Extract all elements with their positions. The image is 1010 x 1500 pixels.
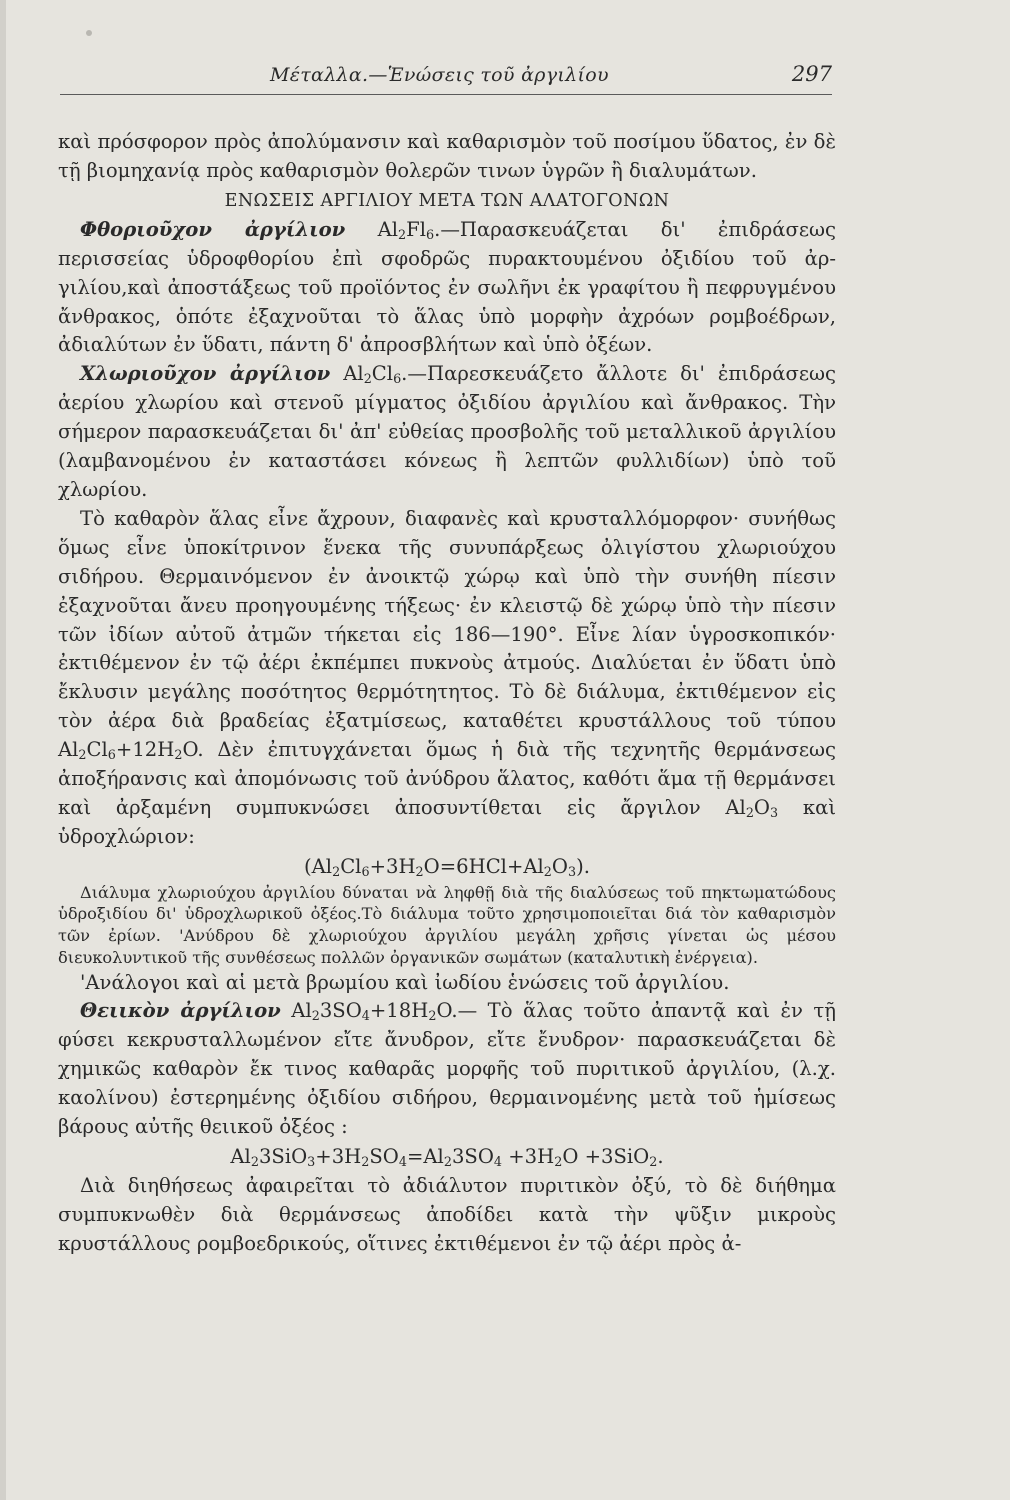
- section-heading: ΕΝΩΣΕΙΣ ΑΡΓΙΛΙΟΥ ΜΕΤΑ ΤΩΝ ΑΛΑΤΟΓΟΝΩΝ: [224, 190, 670, 211]
- paragraph-sulfate: [58, 997, 836, 1142]
- sulfate-text: — Τὸ ἅλας τοῦτο ἀπαντᾷ καὶ ἐν τῇ φύσει κεκρυσταλλωμένον εἴτε ἄνυδρον, εἴτε ἔνυδρον· παρασκευάζεται δὲ χημικῶς καθαρὸν ἔκ τινος καθαρᾶς μορφῆς τοῦ πυριτικοῦ ἀργιλίου, (λ.χ. καολίνου) ἐστερημένης ὀξιδίου σιδήρου, θερμαινομένης μετὰ τοῦ ἡμίσεως βάρους αὐτῆς θειικοῦ ὀξέος :: [58, 999, 836, 1139]
- paragraph-chloride: [58, 360, 836, 505]
- page-header: [60, 62, 832, 96]
- paragraph-filtration: Διὰ διηθήσεως ἀφαιρεῖται τὸ ἀδιάλυτον πυριτικὸν ὀξύ, τὸ δὲ διήθημα συμπυκνωθὲν διὰ θερμάνσεως ἀποδίδει κατὰ τὴν ψῦξιν μικροὺς κρυστάλλους ρομβοεδρικούς, οἵτινες ἐκτιθέμενοι ἐν τῷ ἀέρι πρὸς ἀ-: [58, 1174, 836, 1255]
- paragraph-fluoride: [58, 216, 836, 361]
- formula-fluoride: $Al_2Fl_6$.: [377, 217, 441, 243]
- paper-spot: [86, 30, 92, 36]
- paragraph-analogous: 'Ανάλογοι καὶ αἱ μετὰ βρωμίου καὶ ἰωδίου ἑνώσεις τοῦ ἀργιλίου.: [80, 970, 730, 994]
- small-print-note: Διάλυμα χλωριούχου ἀργιλίου δύναται νὰ ληφθῇ διὰ τῆς διαλύσεως τοῦ πηκτωματώδους ὑδροξιδίου δι' ὑδροχλωρικοῦ ὀξέος.Τὸ διάλυμα τοῦτο χρησιμοποιεῖται διά τὸν καθαρισμὸν τῶν ἐρίων. 'Ανύδρου δὲ χλωριούχου ἀργιλίου μεγάλη χρῆσις γίνεται ὡς μέσου διευκολυντικοῦ τῆς συνθέσεως πολλῶν ὀργανικῶν σωμάτων (καταλυτικὴ ἐνέργεια).: [58, 882, 836, 967]
- term-fluoride: Φθοριοῦχον ἀργίλιον: [80, 217, 346, 241]
- running-title: Μέταλλα.—Ἑνώσεις τοῦ ἀργιλίου: [270, 64, 609, 86]
- formula-hydrate: $Al_2Cl_6+12H_2O$: [58, 738, 198, 764]
- equation-hydrolysis: $(Al_2Cl_6+3H_2O=6HCl+Al_2O_3)$.: [304, 854, 590, 880]
- paragraph-continuation: καὶ πρόσφορον πρὸς ἀπολύμανσιν καὶ καθαρισμὸν τοῦ ποσίμου ὕδατος, ἐν δὲ τῇ βιομηχανίᾳ πρὸς καθαρισμὸν θολερῶν τινων ὑγρῶν ἢ διαλυμάτων.: [58, 130, 836, 182]
- formula-sulfate: $Al_23SO_4+18H_2O$.: [291, 999, 458, 1025]
- page-number: 297: [791, 62, 832, 86]
- chloride-text: —Παρεσκευάζετο ἄλλοτε δι' ἐπιδράσεως ἀερίου χλωρίου καὶ στενοῦ μίγματος ὀξιδίου ἀργιλίου καὶ ἄνθρακος. Τὴν σήμερον παρασκευάζεται δι' ἀπ' εὐθείας προσβολῆς τοῦ μεταλλικοῦ ἀργιλίου (λαμβανομένου ἐν καταστάσει κόνεως ἢ λεπτῶν φυλλιδίων) ὑπὸ τοῦ χλωρίου.: [58, 362, 836, 501]
- page-edge-shadow: [0, 0, 6, 1500]
- header-rule: [60, 94, 832, 95]
- equation-sulfate: $Al_23SiO_3+3H_2SO_4=Al_23SO_4 +3H_2O +3SiO_2$.: [230, 1145, 664, 1171]
- term-chloride: Χλωριοῦχον ἀργίλιον: [80, 362, 331, 386]
- paragraph-pure-salt: Τὸ καθαρὸν ἅλας εἶνε ἄχρουν, διαφανὲς καὶ κρυσταλλόμορφον· συνήθως ὅμως εἶνε ὑποκίτρινον ἕνεκα τῆς συνυπάρξεως ὀλιγίστου χλωριούχου σιδήρου. Θερμαινόμενον ἐν ἀνοικτῷ χώρῳ καὶ ὑπὸ τὴν συνήθη πίεσιν ἐξαχνοῦται ἄνευ προηγουμένης τήξεως· ἐν κλειστῷ δὲ χώρῳ ὑπὸ τὴν πίεσιν τῶν ἰδίων αὐτοῦ ἀτμῶν τήκεται εἰς 186—190°. Εἶνε λίαν ὑγροσκοπικόν· ἐκτιθέμενον ἐν τῷ ἀέρι ἐκπέμπει πυκνοὺς ἀτμούς. Διαλύεται ἐν ὕδατι ὑπὸ ἔκλυσιν μεγάλης ποσότητος θερμότητητος. Τὸ δὲ διάλυμα, ἐκτιθέμενον εἰς τὸν ἀέρα διὰ βραδείας ἐξατμίσεως, καταθέτει κρυστάλλους τοῦ τύπου $Al_2Cl_6+12H_2O$. Δὲν ἐπιτυγχάνεται ὅμως ἡ διὰ τῆς τεχνητῆς θερμάνσεως ἀποξήρανσις καὶ ἀπομόνωσις τοῦ ἀνύδρου ἅλατος, καθότι ἅμα τῇ θερμάνσει καὶ ἀρξαμένη συμπυκνώσει ἀποσυντίθεται εἰς ἄργιλον $Al_2O_3$ καὶ ὑδροχλώριον:: [58, 506, 836, 848]
- term-sulfate: Θειικὸν ἀργίλιον: [80, 999, 281, 1023]
- formula-alumina: $Al_2O_3$: [725, 795, 779, 822]
- page-body: [58, 128, 836, 1259]
- fluoride-text: —Παρασκευάζεται δι' ἐπιδράσεως περισσείας ὑδροφθορίου ἐπὶ σφοδρῶς πυρακτουμένου ὀξιδίου τοῦ ἀργιλίου,καὶ ἀποστάξεως τοῦ προϊόντος ἐν σωλῆνι ἐκ γραφίτου ἢ πεφρυγμένου ἄνθρακος, ὁπότε ἐξαχνοῦται τὸ ἅλας ὑπὸ μορφὴν ἀχρόων ρομβοέδρων, ἀδιαλύτων ἐν ὕδατι, πάντη δ' ἀπροσβλήτων καὶ ὑπὸ ὀξέων.: [58, 217, 836, 357]
- formula-chloride: $Al_2Cl_6$.: [343, 362, 408, 388]
